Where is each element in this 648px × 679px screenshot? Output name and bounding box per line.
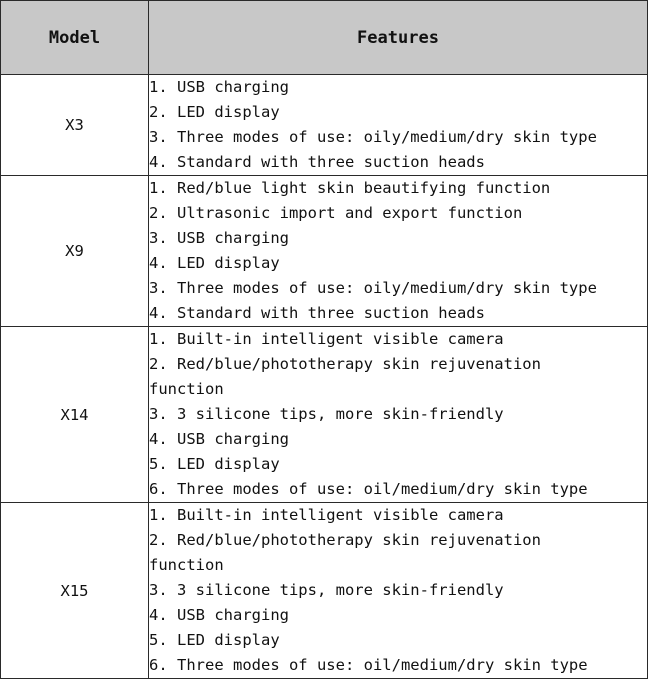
feature-line: 2. LED display bbox=[149, 103, 280, 121]
feature-line: 3. Three modes of use: oily/medium/dry skin type bbox=[149, 128, 597, 146]
table-row-x14 bbox=[1, 327, 648, 503]
feature-line: function bbox=[149, 556, 224, 574]
features-cell bbox=[149, 176, 648, 327]
feature-line: 6. Three modes of use: oil/medium/dry skin type bbox=[149, 656, 588, 674]
features-cell bbox=[149, 503, 648, 679]
feature-line: 2. Red/blue/phototherapy skin rejuvenation bbox=[149, 355, 541, 373]
feature-line: 3. USB charging bbox=[149, 229, 289, 247]
features-cell bbox=[149, 75, 648, 176]
table-row-x9 bbox=[1, 176, 648, 327]
feature-line: 3. 3 silicone tips, more skin-friendly bbox=[149, 581, 504, 599]
features-column-header: Features bbox=[149, 1, 648, 75]
feature-line: function bbox=[149, 380, 224, 398]
feature-line: 4. USB charging bbox=[149, 430, 289, 448]
header-row bbox=[1, 1, 648, 75]
model-cell: X9 bbox=[1, 176, 149, 327]
table-row-x15 bbox=[1, 503, 648, 679]
feature-line: 3. 3 silicone tips, more skin-friendly bbox=[149, 405, 504, 423]
model-column-header: Model bbox=[1, 1, 149, 75]
feature-line: 3. Three modes of use: oily/medium/dry skin type bbox=[149, 279, 597, 297]
feature-line: 1. Built-in intelligent visible camera bbox=[149, 506, 504, 524]
feature-line: 5. LED display bbox=[149, 455, 280, 473]
feature-line: 1. USB charging bbox=[149, 78, 289, 96]
model-cell: X3 bbox=[1, 75, 149, 176]
feature-line: 2. Red/blue/phototherapy skin rejuvenation bbox=[149, 531, 541, 549]
feature-line: 4. Standard with three suction heads bbox=[149, 153, 485, 171]
features-cell bbox=[149, 327, 648, 503]
feature-line: 6. Three modes of use: oil/medium/dry skin type bbox=[149, 480, 588, 498]
feature-line: 2. Ultrasonic import and export function bbox=[149, 204, 523, 222]
feature-line: 1. Built-in intelligent visible camera bbox=[149, 330, 504, 348]
feature-line: 4. USB charging bbox=[149, 606, 289, 624]
feature-line: 4. LED display bbox=[149, 254, 280, 272]
table-row-x3 bbox=[1, 75, 648, 176]
model-cell: X14 bbox=[1, 327, 149, 503]
feature-line: 5. LED display bbox=[149, 631, 280, 649]
feature-line: 1. Red/blue light skin beautifying function bbox=[149, 179, 551, 197]
feature-line: 4. Standard with three suction heads bbox=[149, 304, 485, 322]
model-cell: X15 bbox=[1, 503, 149, 679]
